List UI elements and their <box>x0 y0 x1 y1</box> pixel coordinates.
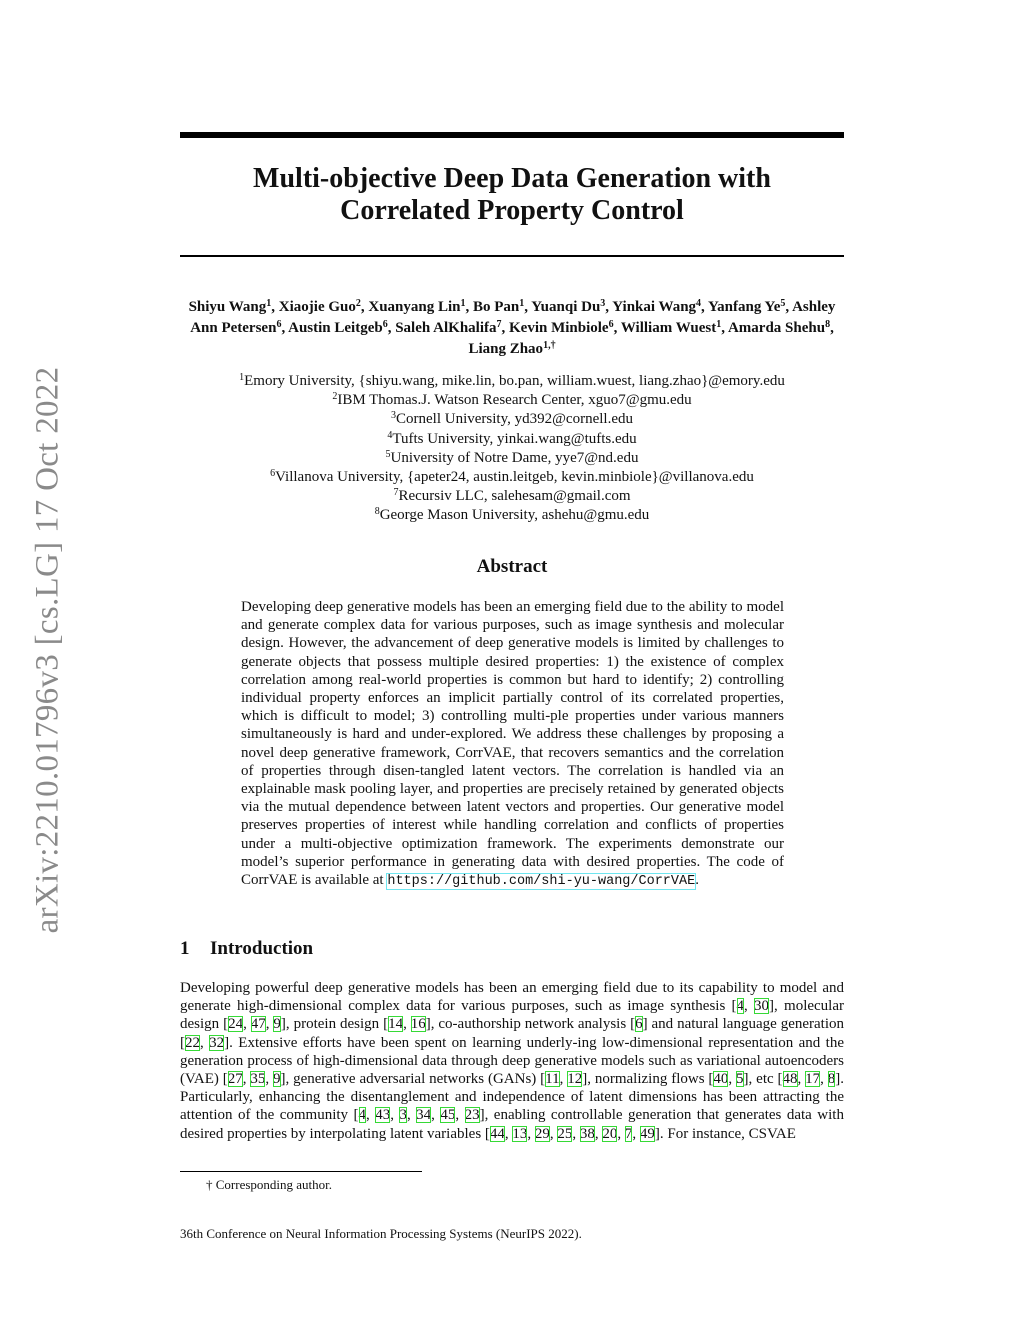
intro-text: , <box>549 1125 558 1142</box>
author-separator: , <box>281 320 289 336</box>
section-number: 1 <box>180 938 190 959</box>
affiliation-text: Recursiv LLC, salehesam@gmail.com <box>398 488 631 505</box>
author-affiliation-mark: 1 <box>460 298 466 309</box>
author-separator: , <box>613 320 621 336</box>
intro-text: , <box>527 1125 535 1142</box>
author-separator: , <box>524 299 532 315</box>
author-name: Kevin Minbiole <box>509 320 609 336</box>
affiliation-text: Villanova University, {apeter24, austin.leitgeb, kevin.minbiole}@villanova.edu <box>275 469 754 486</box>
author-separator: , <box>465 299 473 315</box>
citation-link[interactable]: 6 <box>635 1016 643 1033</box>
citation-link[interactable]: 40 <box>713 1071 729 1088</box>
footnote-rule <box>180 1171 422 1172</box>
citation-link[interactable]: 24 <box>228 1016 244 1033</box>
author-name: Saleh AlKhalifa <box>395 320 497 336</box>
intro-text: ], co-authorship network analysis [ <box>425 1016 636 1033</box>
citation-link[interactable]: 3 <box>399 1107 407 1124</box>
citation-link[interactable]: 22 <box>185 1034 200 1051</box>
author-affiliation-mark: 6 <box>608 319 614 330</box>
title-rule-top <box>180 132 844 138</box>
intro-text: , <box>797 1071 806 1088</box>
citation-link[interactable]: 43 <box>375 1107 391 1124</box>
author-separator: , <box>830 320 834 336</box>
affiliation-text: University of Notre Dame, yye7@nd.edu <box>390 449 639 466</box>
intro-text: , <box>243 1016 251 1033</box>
intro-text: , <box>366 1107 376 1124</box>
author-affiliation-mark: 3 <box>600 298 606 309</box>
citation-link[interactable]: 9 <box>273 1071 281 1088</box>
citation-link[interactable]: 35 <box>250 1071 266 1088</box>
author-affiliation-mark: 8 <box>825 319 831 330</box>
section-title: Introduction <box>210 938 314 959</box>
affiliation-number: 3 <box>391 410 397 422</box>
author-name: Austin Leitgeb <box>288 320 383 336</box>
intro-text: , <box>242 1071 251 1088</box>
arxiv-identifier: arXiv:2210.01796v3 [cs.LG] 17 Oct 2022 <box>29 366 65 934</box>
section-heading-introduction <box>180 937 844 961</box>
citation-link[interactable]: 27 <box>227 1071 243 1088</box>
affiliation-number: 8 <box>374 506 380 518</box>
abstract-end: . <box>695 872 699 889</box>
author-name: Xiaojie Guo <box>278 299 356 315</box>
title-line-1: Multi-objective Deep Data Generation with <box>253 163 771 194</box>
citation-link[interactable]: 44 <box>489 1125 505 1142</box>
code-repository-link[interactable]: https://github.com/shi-yu-wang/CorrVAE <box>387 874 696 890</box>
intro-text: Developing powerful deep generative models has been an emerging field due to its capability to model and generate high-dimensional complex data for various purposes, such as image synthesis [ <box>180 980 844 1015</box>
intro-text: ]. Extensive efforts have been spent on learning underly-ing low-dimensional representation and the generation process of high-dimensional data through deep generative models such as variational autoencoders (VAE) [ <box>180 1034 844 1088</box>
footnote: † Corresponding author. <box>206 1177 333 1192</box>
intro-text: ], etc [ <box>743 1071 783 1088</box>
affiliation-text: George Mason University, ashehu@gmu.edu <box>379 507 650 524</box>
intro-text: ], generative adversarial networks (GANs) [ <box>280 1071 546 1088</box>
citation-link[interactable]: 32 <box>209 1034 225 1051</box>
citation-link[interactable]: 47 <box>250 1016 266 1033</box>
affiliation-text: IBM Thomas.J. Watson Research Center, xguo7@gmu.edu <box>337 392 692 409</box>
intro-text: , <box>265 1071 273 1088</box>
author-affiliation-mark: 2 <box>355 298 361 309</box>
author-name: Bo Pan <box>473 299 520 315</box>
intro-text: ] and natural language generation [ <box>180 1016 844 1051</box>
affiliation-number: 1 <box>239 372 245 383</box>
author-affiliation-mark: 5 <box>780 298 786 309</box>
intro-text: , <box>265 1016 274 1033</box>
author-separator: , <box>501 320 509 336</box>
abstract-heading: Abstract <box>476 556 548 577</box>
citation-link[interactable]: 25 <box>557 1125 573 1142</box>
author-affiliation-mark: 1 <box>519 298 525 309</box>
affiliation-line <box>180 410 844 429</box>
affiliation-line <box>180 391 844 410</box>
intro-text: , <box>455 1107 465 1124</box>
author-affiliation-mark: 6 <box>276 319 282 330</box>
intro-text: ]. Particularly, enhancing the disentanglement and independence of latent dimensions has been attracting the attention of the community [ <box>180 1071 845 1124</box>
citation-link[interactable]: 8 <box>827 1071 836 1088</box>
author-name: Yuanqi Du <box>531 299 601 315</box>
affiliation-text: Cornell University, yd392@cornell.edu <box>396 411 633 428</box>
intro-text: ], molecular design [ <box>180 998 844 1033</box>
intro-text: , <box>744 998 755 1015</box>
author-separator: , <box>785 299 793 315</box>
citation-link[interactable]: 17 <box>805 1071 821 1088</box>
author-name: Yanfang Ye <box>708 299 781 315</box>
citation-link[interactable]: 23 <box>464 1107 480 1124</box>
intro-text: , <box>406 1107 417 1124</box>
author-separator: , <box>360 299 369 315</box>
abstract-text: Developing deep generative models has been an emerging field due to the ability to model and generate complex data for various purposes, such as image synthesis and molecular design. However, the advancement of deep generative models is limited by challenges to generate objects that possess multiple desired properties: 1) the existence of complex correlation among real-world properties is common but hard to identify; 2) controlling individual property enforces an implicit partially control of its correlated properties, which is difficult to model; 3) controlling multi-ple properties under various manners simultaneously is hard and under-explored. We address these challenges by proposing a novel deep generative framework, CorrVAE, that recovers semantics and the correlation of properties through disen-tangled latent vectors. The correlation is handled via an explainable mask pooling layer, and properties are precisely retained by generated objects via the mutual dependence between latent vectors and properties. Our generative model preserves properties of interest while handling correlation and conflicts of properties under a multi-objective optimization framework. The experiments demonstrate our model’s superior performance in generating data with desired properties. The code of CorrVAE is available at <box>241 599 784 889</box>
intro-text: , <box>200 1034 210 1051</box>
citation-link[interactable]: 49 <box>639 1125 655 1142</box>
intro-text: ], protein design [ <box>280 1016 389 1033</box>
introduction-paragraph <box>180 979 844 1143</box>
intro-text: , <box>617 1125 625 1142</box>
author-affiliation-mark: 1 <box>716 319 722 330</box>
intro-text: , <box>632 1125 640 1142</box>
author-name: Xuanyang Lin <box>368 299 461 315</box>
affiliation-number: 5 <box>385 448 391 460</box>
citation-link[interactable]: 5 <box>736 1071 744 1088</box>
author-list <box>180 297 844 360</box>
affiliation-line <box>180 449 844 468</box>
citation-link[interactable]: 4 <box>736 998 745 1015</box>
author-name: Yinkai Wang <box>612 299 697 315</box>
author-name: Shiyu Wang <box>188 299 267 315</box>
citation-link[interactable]: 48 <box>782 1071 798 1088</box>
affiliation-list <box>180 372 844 526</box>
citation-link[interactable]: 38 <box>579 1125 595 1142</box>
author-separator: , <box>271 299 279 315</box>
citation-link[interactable]: 45 <box>440 1107 456 1124</box>
citation-link[interactable]: 29 <box>534 1125 550 1142</box>
citation-link[interactable]: 30 <box>754 998 770 1015</box>
arxiv-identifier-margin <box>20 355 75 945</box>
affiliation-text: Tufts University, yinkai.wang@tufts.edu <box>392 430 637 447</box>
author-separator: , <box>605 299 613 315</box>
author-name: Amarda Shehu <box>727 320 826 336</box>
citation-link[interactable]: 16 <box>410 1016 426 1033</box>
intro-text: , <box>504 1125 513 1142</box>
citation-link[interactable]: 7 <box>624 1125 633 1142</box>
citation-link[interactable]: 12 <box>567 1071 583 1088</box>
intro-text: , <box>572 1125 580 1142</box>
intro-text: , <box>594 1125 603 1142</box>
citation-link[interactable]: 34 <box>416 1107 432 1124</box>
intro-text: ], normalizing flows [ <box>582 1071 714 1088</box>
affiliation-line <box>180 468 844 487</box>
author-separator: , <box>387 320 396 336</box>
affiliation-line <box>180 506 844 525</box>
author-affiliation-mark: 7 <box>496 319 502 330</box>
author-separator: , <box>701 299 708 315</box>
affiliation-number: 4 <box>387 429 393 441</box>
affiliation-number: 7 <box>393 487 399 499</box>
venue-note: 36th Conference on Neural Information Processing Systems (NeurIPS 2022). <box>180 1226 582 1241</box>
intro-text: , <box>559 1071 568 1088</box>
author-affiliation-mark: 1 <box>266 298 272 309</box>
title-rule-bottom <box>180 255 844 257</box>
title-line-2: Correlated Property Control <box>340 195 684 226</box>
citation-link[interactable]: 9 <box>273 1016 281 1033</box>
paper-title <box>180 163 844 227</box>
affiliation-line <box>180 430 844 449</box>
affiliation-number: 6 <box>270 468 276 480</box>
citation-link[interactable]: 13 <box>512 1125 528 1142</box>
author-name: Ashley Ann Petersen <box>190 299 836 336</box>
author-affiliation-mark: 6 <box>382 319 388 330</box>
affiliation-line <box>180 372 844 391</box>
citation-link[interactable]: 11 <box>545 1071 560 1088</box>
affiliation-number: 2 <box>332 391 338 403</box>
author-name: Liang Zhao <box>468 341 544 357</box>
citation-link[interactable]: 14 <box>388 1016 404 1033</box>
author-name: William Wuest <box>620 320 717 336</box>
affiliation-line <box>180 487 844 506</box>
author-separator: , <box>721 320 728 336</box>
intro-text: , <box>820 1071 828 1088</box>
intro-text: , <box>728 1071 737 1088</box>
author-affiliation-mark: 1,† <box>543 340 556 351</box>
intro-text: , <box>403 1016 411 1033</box>
intro-text: , <box>390 1107 400 1124</box>
affiliation-text: Emory University, {shiyu.wang, mike.lin, bo.pan, william.wuest, liang.zhao}@emory.edu <box>244 373 785 389</box>
intro-text: , <box>431 1107 441 1124</box>
citation-link[interactable]: 4 <box>358 1107 366 1124</box>
abstract-body <box>241 598 784 891</box>
author-affiliation-mark: 4 <box>696 298 702 309</box>
citation-link[interactable]: 20 <box>602 1125 618 1142</box>
intro-text: ]. For instance, CSVAE <box>654 1125 796 1142</box>
intro-text: ], enabling controllable generation that generates data with desired properties by interpolating latent variables [ <box>180 1107 844 1142</box>
